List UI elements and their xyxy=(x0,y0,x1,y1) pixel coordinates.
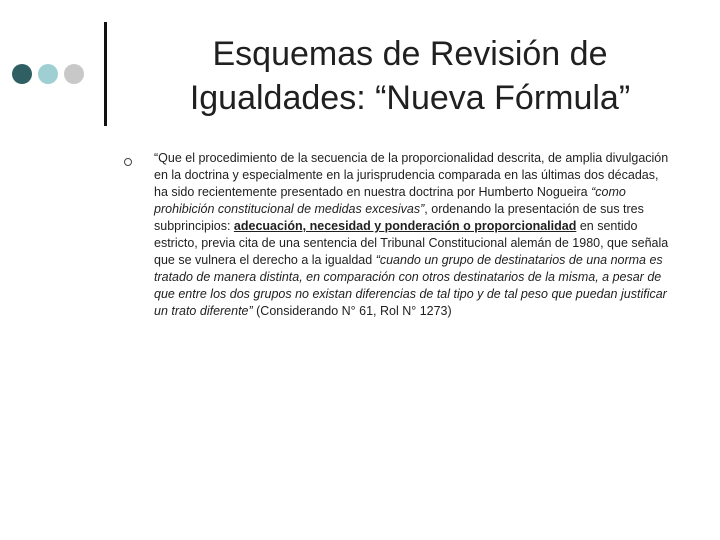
hollow-circle-bullet-icon xyxy=(124,158,132,166)
dot-dark-teal xyxy=(12,64,32,84)
slide-title xyxy=(140,32,680,120)
citation: (Considerando N° 61, Rol N° 1273) xyxy=(252,304,452,318)
italic-quote-2: “cuando un grupo de destinatarios de una norma es tratado de manera distinta, en comparación con otros destinatarios de la misma, a pesar de que entre los dos grupos no existan diferencias de tal tipo y de tal peso que puedan justificar un trato diferente” xyxy=(154,253,667,318)
body-paragraph xyxy=(154,150,669,320)
text-segment-1: “Que el procedimiento de la secuencia de la proporcionalidad descrita, de amplia divulgación en la doctrina y especialmente en la jurisprudencia comparada en las últimas dos décadas, ha sido recientemente presentado en nuestra doctrina por Humberto Nogueira xyxy=(154,151,669,199)
vertical-divider xyxy=(104,22,107,126)
text-segment-3: en sentido estricto, previa cita de una sentencia del Tribunal Constitucional alemán de 1980, que señala que se vulnera el derecho a la igualdad xyxy=(154,219,669,267)
title-line-1: Esquemas de Revisión de xyxy=(212,35,608,73)
text-segment-2: , ordenando la presentación de sus tres subprincipios: xyxy=(154,202,644,233)
dot-light-teal xyxy=(38,64,58,84)
italic-quote-1: “como prohibición constitucional de medidas excesivas” xyxy=(154,185,626,216)
dot-gray xyxy=(64,64,84,84)
title-line-2: Igualdades: “Nueva Fórmula” xyxy=(189,79,631,117)
decorative-dots xyxy=(12,64,84,84)
underlined-subprinciples: adecuación, necesidad y ponderación o proporcionalidad xyxy=(233,219,577,233)
